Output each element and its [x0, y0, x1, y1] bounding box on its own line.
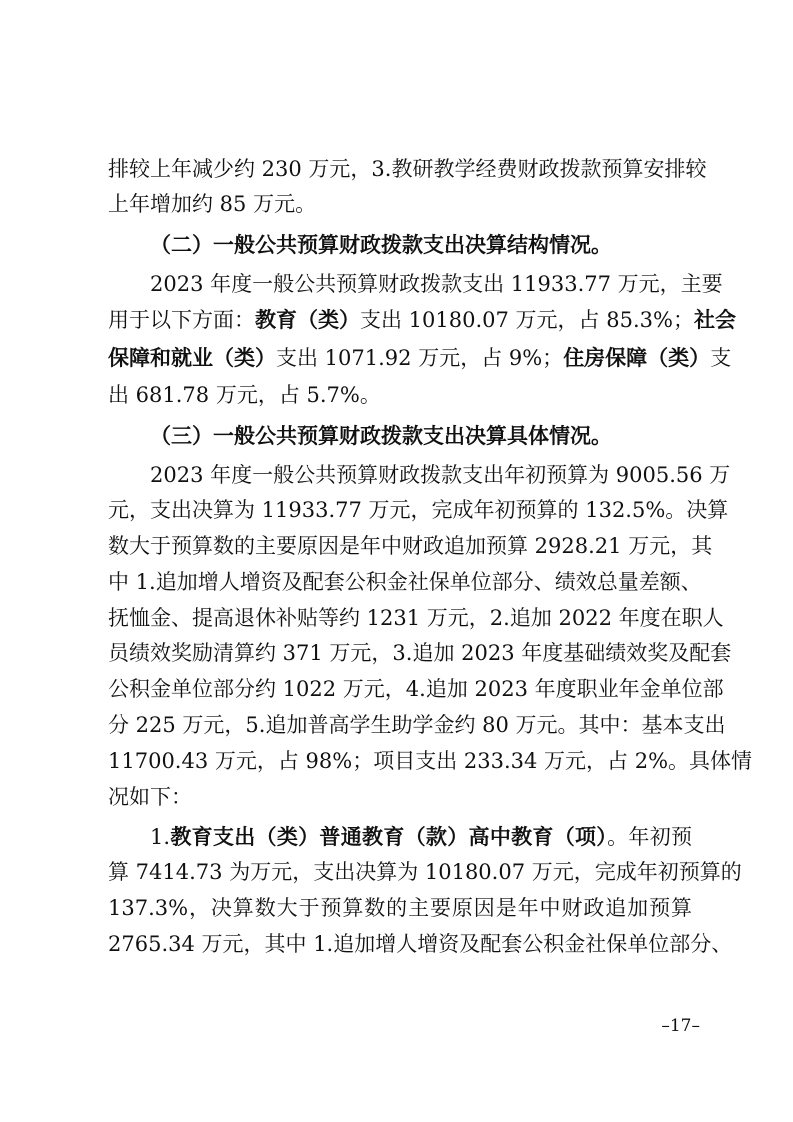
text-line [108, 306, 736, 334]
text-run: 。年初预 [607, 825, 693, 849]
text-run: 支出 1071.92 万元，占 9%； [276, 346, 564, 370]
text-line [108, 858, 742, 886]
text-run: 员绩效奖励清算约 371 万元，3.追加 2023 年度基础绩效奖及配套 [108, 641, 732, 665]
bold-text: 教育（类） [255, 308, 360, 332]
text-line [150, 270, 723, 298]
bold-text: （三）一般公共预算财政拨款支出决算具体情况。 [150, 424, 612, 448]
text-run: 用于以下方面： [108, 308, 255, 332]
text-run: 公积金单位部分约 1022 万元，4.追加 2023 年度职业年金单位部 [108, 677, 724, 701]
text-line [150, 461, 731, 489]
text-line [108, 532, 713, 560]
text-run: 2765.34 万元，其中 1.追加增人增资及配套公积金社保单位部分、 [108, 932, 733, 956]
text-line [108, 190, 692, 218]
text-run: 2023 年度一般公共预算财政拨款支出 11933.77 万元，主要 [150, 272, 723, 296]
text-run: 况如下： [108, 785, 192, 809]
text-run: 上年增加约 85 万元。 [108, 192, 317, 216]
bold-text: 教育支出（类）普通教育（款）高中教育（项） [170, 825, 608, 849]
text-line [108, 155, 707, 183]
text-line [108, 604, 724, 632]
text-run: 11700.43 万元，占 98%；项目支出 233.34 万元，占 2%。具体情 [108, 749, 753, 773]
text-line [108, 568, 702, 596]
bold-text: （二）一般公共预算财政拨款支出决算结构情况。 [150, 233, 612, 257]
page-number: –17– [661, 1016, 700, 1036]
text-run: 分 225 万元，5.追加普高学生助学金约 80 万元。其中：基本支出 [108, 713, 726, 737]
bold-text: 社会 [693, 308, 736, 332]
text-run: 排较上年减少约 230 万元，3.教研教学经费财政拨款预算安排较 [108, 157, 707, 181]
text-line [108, 894, 692, 922]
text-run: 2023 年度一般公共预算财政拨款支出年初预算为 9005.56 万 [150, 463, 731, 487]
text-line [108, 783, 692, 811]
text-run: 抚恤金、提高退休补贴等约 1231 万元，2.追加 2022 年度在职人 [108, 606, 724, 630]
text-run: 中 1.追加增人增资及配套公积金社保单位部分、绩效总量差额、 [108, 570, 702, 594]
text-run: 算 7414.73 为万元，支出决算为 10180.07 万元，完成年初预算的 [108, 860, 742, 884]
text-line [150, 823, 692, 851]
text-line [108, 711, 726, 739]
text-run: 数大于预算数的主要原因是年中财政追加预算 2928.21 万元，其 [108, 534, 713, 558]
text-run: 元，支出决算为 11933.77 万元，完成年初预算的 132.5%。决算 [108, 498, 729, 522]
text-run: 出 681.78 万元，占 5.7%。 [108, 383, 381, 407]
text-line [108, 381, 692, 409]
text-line [150, 231, 692, 259]
text-run: 1. [150, 825, 171, 849]
bold-text: 住房保障（类） [563, 346, 711, 370]
bold-text: 保障和就业（类） [108, 346, 276, 370]
text-line [108, 344, 732, 372]
text-run: 支 [710, 346, 732, 370]
text-run: 支出 10180.07 万元，占 85.3%； [360, 308, 694, 332]
text-line [108, 639, 732, 667]
text-line [150, 422, 692, 450]
text-line [108, 747, 753, 775]
text-line [108, 930, 733, 958]
text-run: 137.3%，决算数大于预算数的主要原因是年中财政追加预算 [108, 896, 692, 920]
text-line [108, 675, 724, 703]
text-line [108, 496, 729, 524]
